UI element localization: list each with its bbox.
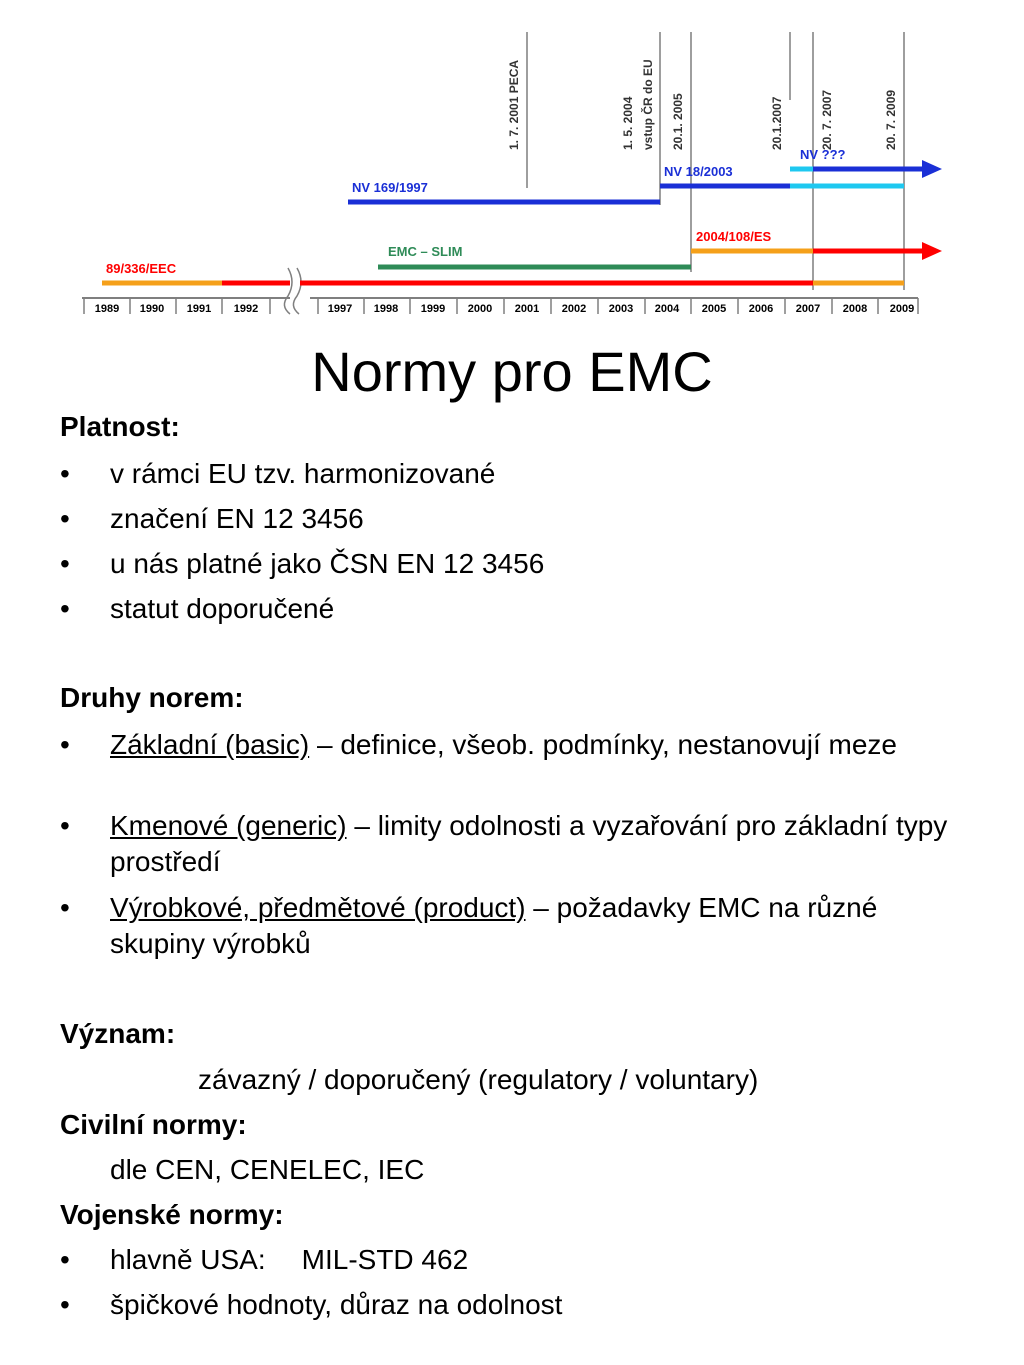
year-label: 1998 bbox=[373, 303, 399, 315]
list-item: • hlavně USA: MIL-STD 462 bbox=[60, 1244, 469, 1275]
druhy-heading: Druhy norem: bbox=[60, 682, 244, 713]
year-label: 2009 bbox=[889, 303, 915, 315]
vyznam-text: závazný / doporučený (regulatory / voluntary) bbox=[198, 1064, 759, 1095]
list-item: • u nás platné jako ČSN EN 12 3456 bbox=[60, 548, 545, 579]
list-item: • značení EN 12 3456 bbox=[60, 503, 364, 534]
year-label: 2005 bbox=[701, 303, 727, 315]
platnost-heading: Platnost: bbox=[60, 411, 180, 442]
event-label-eu: vstup ČR do EU bbox=[641, 59, 655, 150]
year-label: 2002 bbox=[561, 303, 587, 315]
list-item: • v rámci EU tzv. harmonizované bbox=[60, 458, 496, 489]
year-label: 2006 bbox=[748, 303, 774, 315]
civilni-heading: Civilní normy: bbox=[60, 1109, 247, 1140]
label-nvq: NV ??? bbox=[800, 147, 846, 162]
event-label-peca: 1. 7. 2001 PECA bbox=[507, 59, 521, 150]
year-label: 1997 bbox=[327, 303, 353, 315]
year-label: 1991 bbox=[186, 303, 212, 315]
arrow-2004-108-es bbox=[922, 242, 942, 260]
page-title: Normy pro EMC bbox=[311, 340, 713, 403]
event-label-eu: 1. 5. 2004 bbox=[621, 96, 635, 150]
year-label: 2008 bbox=[842, 303, 868, 315]
arrow-nvq bbox=[922, 160, 942, 178]
event-label-d2007b: 20. 7. 2007 bbox=[820, 89, 834, 150]
standards-timeline bbox=[0, 0, 1024, 325]
event-label-d2007a: 20.1.2007 bbox=[770, 96, 784, 150]
vojenske-heading: Vojenské normy: bbox=[60, 1199, 284, 1230]
list-item: • Výrobkové, předmětové (product) – požadavky EMC na různé skupiny výrobků bbox=[60, 892, 878, 959]
label-nv169: NV 169/1997 bbox=[352, 180, 428, 195]
year-label: 2001 bbox=[514, 303, 540, 315]
label-eec: 89/336/EEC bbox=[106, 261, 177, 276]
timeline-bar-labels bbox=[106, 147, 846, 276]
axis-break bbox=[293, 268, 301, 314]
label-nv18: NV 18/2003 bbox=[664, 164, 733, 179]
year-label: 2007 bbox=[795, 303, 821, 315]
list-item: • Základní (basic) – definice, všeob. podmínky, nestanovují meze bbox=[60, 729, 897, 760]
year-label: 1989 bbox=[94, 303, 120, 315]
year-label: 2004 bbox=[654, 303, 680, 315]
year-label: 2003 bbox=[608, 303, 634, 315]
vyznam-heading: Význam: bbox=[60, 1018, 176, 1049]
list-item: • Kmenové (generic) – limity odolnosti a vyzařování pro základní typy prostředí bbox=[60, 810, 948, 877]
list-item: • statut doporučené bbox=[60, 593, 335, 624]
year-label: 1999 bbox=[420, 303, 446, 315]
year-label: 1990 bbox=[139, 303, 165, 315]
label-es2004: 2004/108/ES bbox=[696, 229, 772, 244]
timeline-bars bbox=[102, 160, 942, 283]
event-label-d2009: 20. 7. 2009 bbox=[884, 89, 898, 150]
year-label: 2000 bbox=[467, 303, 493, 315]
label-emc_slim: EMC – SLIM bbox=[388, 244, 463, 259]
list-item: • špičkové hodnoty, důraz na odolnost bbox=[60, 1289, 563, 1320]
year-label: 1992 bbox=[233, 303, 259, 315]
civilni-text: dle CEN, CENELEC, IEC bbox=[110, 1154, 425, 1185]
axis-break bbox=[284, 268, 292, 314]
event-label-d2005: 20.1. 2005 bbox=[671, 93, 685, 150]
